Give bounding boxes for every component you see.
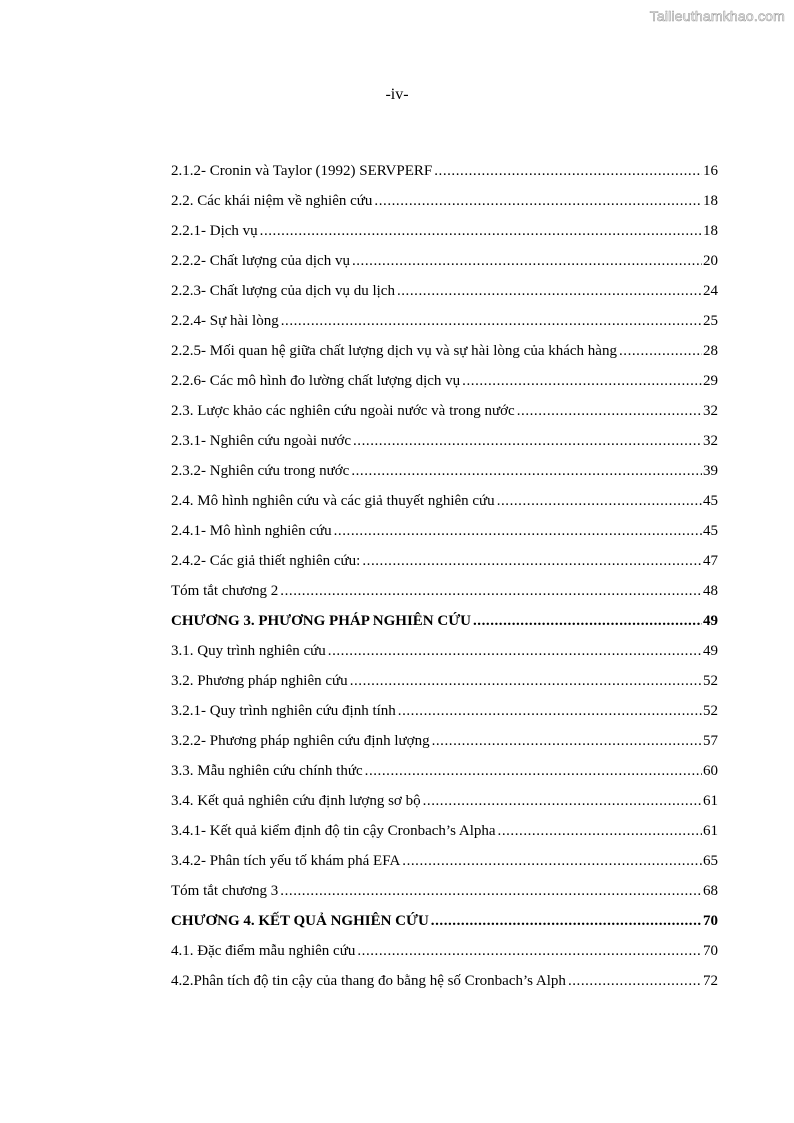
toc-entry <box>171 480 718 510</box>
toc-entry <box>171 780 718 810</box>
toc-entry <box>171 210 718 240</box>
toc-entry-page: 24 <box>703 283 718 299</box>
toc-entry-page: 61 <box>703 823 718 839</box>
toc-entry-title: 2.4. Mô hình nghiên cứu và các giả thuyết nghiên cứu <box>171 493 495 509</box>
toc-dot-leader <box>423 792 702 810</box>
toc-dot-leader <box>498 822 702 840</box>
toc-entry <box>171 270 718 300</box>
toc-dot-leader <box>397 282 702 300</box>
toc-dot-leader <box>352 252 702 270</box>
toc-dot-leader <box>432 732 702 750</box>
toc-entry <box>171 450 718 480</box>
table-of-contents <box>171 150 718 990</box>
toc-entry-title: 3.4.2- Phân tích yếu tố khám phá EFA <box>171 853 401 869</box>
toc-chapter-entry <box>171 900 718 930</box>
toc-entry-title: CHƯƠNG 4. KẾT QUẢ NGHIÊN CỨU <box>171 913 429 929</box>
toc-entry-title: 2.2. Các khái niệm về nghiên cứu <box>171 193 373 209</box>
toc-entry <box>171 360 718 390</box>
toc-entry-page: 16 <box>703 163 718 179</box>
toc-entry-title: 2.2.2- Chất lượng của dịch vụ <box>171 253 350 269</box>
toc-entry <box>171 570 718 600</box>
toc-entry <box>171 960 718 990</box>
toc-entry <box>171 930 718 960</box>
toc-dot-leader <box>353 432 702 450</box>
toc-dot-leader <box>431 912 702 930</box>
toc-entry-title: CHƯƠNG 3. PHƯƠNG PHÁP NGHIÊN CỨU <box>171 613 471 629</box>
toc-entry-title: 2.2.3- Chất lượng của dịch vụ du lịch <box>171 283 395 299</box>
toc-entry <box>171 390 718 420</box>
toc-entry <box>171 330 718 360</box>
page-number: -iv- <box>385 86 409 103</box>
toc-entry <box>171 840 718 870</box>
toc-entry-page: 70 <box>703 913 718 929</box>
toc-dot-leader <box>357 942 702 960</box>
toc-entry-page: 45 <box>703 523 718 539</box>
toc-entry-page: 68 <box>703 883 718 899</box>
toc-entry-title: 2.2.1- Dịch vụ <box>171 223 258 239</box>
toc-entry-page: 32 <box>703 403 718 419</box>
toc-entry-title: 2.4.1- Mô hình nghiên cứu <box>171 523 332 539</box>
toc-entry-title: 3.1. Quy trình nghiên cứu <box>171 643 326 659</box>
toc-dot-leader <box>365 762 702 780</box>
toc-dot-leader <box>328 642 702 660</box>
toc-dot-leader <box>398 702 702 720</box>
toc-entry-page: 32 <box>703 433 718 449</box>
toc-entry-page: 25 <box>703 313 718 329</box>
toc-entry-title: 3.2.1- Quy trình nghiên cứu định tính <box>171 703 396 719</box>
toc-entry-title: 2.4.2- Các giả thiết nghiên cứu: <box>171 553 361 569</box>
toc-entry-page: 18 <box>703 223 718 239</box>
toc-entry-page: 20 <box>703 253 718 269</box>
toc-entry <box>171 630 718 660</box>
toc-dot-leader <box>362 552 702 570</box>
toc-entry <box>171 660 718 690</box>
toc-dot-leader <box>462 372 702 390</box>
toc-dot-leader <box>280 882 702 900</box>
toc-entry-title: 2.3.1- Nghiên cứu ngoài nước <box>171 433 351 449</box>
toc-entry-page: 52 <box>703 703 718 719</box>
toc-entry-title: 3.3. Mẫu nghiên cứu chính thức <box>171 763 363 779</box>
toc-entry-page: 49 <box>703 613 718 629</box>
toc-entry-title: 3.2.2- Phương pháp nghiên cứu định lượng <box>171 733 430 749</box>
toc-entry-page: 72 <box>703 973 718 989</box>
toc-entry-title: 3.4. Kết quả nghiên cứu định lượng sơ bộ <box>171 793 421 809</box>
toc-entry-page: 61 <box>703 793 718 809</box>
toc-dot-leader <box>281 312 702 330</box>
toc-entry-page: 18 <box>703 193 718 209</box>
toc-dot-leader <box>351 462 702 480</box>
toc-entry-page: 39 <box>703 463 718 479</box>
toc-entry <box>171 150 718 180</box>
toc-entry-title: 2.2.6- Các mô hình đo lường chất lượng dịch vụ <box>171 373 461 389</box>
toc-dot-leader <box>280 582 702 600</box>
toc-entry-page: 60 <box>703 763 718 779</box>
toc-entry-title: Tóm tắt chương 2 <box>171 583 279 599</box>
toc-entry <box>171 690 718 720</box>
watermark-text: Tailieuthamkhao.com <box>649 8 785 24</box>
toc-entry-title: 3.4.1- Kết quả kiểm định độ tin cậy Cronbach’s Alpha <box>171 823 496 839</box>
toc-entry <box>171 720 718 750</box>
toc-entry <box>171 300 718 330</box>
toc-entry-page: 28 <box>703 343 718 359</box>
toc-entry-title: 4.1. Đặc điểm mẫu nghiên cứu <box>171 943 356 959</box>
toc-dot-leader <box>517 402 702 420</box>
toc-entry-title: 2.2.5- Mối quan hệ giữa chất lượng dịch vụ và sự hài lòng của khách hàng <box>171 343 617 359</box>
toc-entry-title: 3.2. Phương pháp nghiên cứu <box>171 673 348 689</box>
toc-entry <box>171 750 718 780</box>
toc-dot-leader <box>402 852 702 870</box>
toc-entry <box>171 420 718 450</box>
toc-entry-page: 49 <box>703 643 718 659</box>
toc-entry-title: 4.2.Phân tích độ tin cậy của thang đo bằng hệ số Cronbach’s Alph <box>171 973 566 989</box>
toc-entry <box>171 540 718 570</box>
toc-dot-leader <box>350 672 702 690</box>
toc-entry-page: 70 <box>703 943 718 959</box>
toc-entry <box>171 870 718 900</box>
toc-entry <box>171 240 718 270</box>
toc-entry-title: 2.3. Lược khảo các nghiên cứu ngoài nước và trong nước <box>171 403 515 419</box>
toc-entry-page: 57 <box>703 733 718 749</box>
toc-entry-page: 48 <box>703 583 718 599</box>
toc-dot-leader <box>568 972 702 990</box>
toc-entry-title: Tóm tắt chương 3 <box>171 883 279 899</box>
toc-entry-title: 2.1.2- Cronin và Taylor (1992) SERVPERF <box>171 163 433 179</box>
toc-dot-leader <box>434 162 702 180</box>
toc-dot-leader <box>260 222 702 240</box>
toc-dot-leader <box>497 492 702 510</box>
toc-entry-page: 52 <box>703 673 718 689</box>
toc-entry-page: 65 <box>703 853 718 869</box>
toc-entry-title: 2.3.2- Nghiên cứu trong nước <box>171 463 350 479</box>
toc-entry <box>171 510 718 540</box>
toc-dot-leader <box>374 192 702 210</box>
toc-dot-leader <box>619 342 702 360</box>
toc-dot-leader <box>334 522 702 540</box>
toc-entry <box>171 180 718 210</box>
toc-entry-page: 29 <box>703 373 718 389</box>
toc-dot-leader <box>473 612 702 630</box>
toc-entry-page: 45 <box>703 493 718 509</box>
toc-entry <box>171 810 718 840</box>
toc-entry-page: 47 <box>703 553 718 569</box>
toc-entry-title: 2.2.4- Sự hài lòng <box>171 313 279 329</box>
toc-chapter-entry <box>171 600 718 630</box>
